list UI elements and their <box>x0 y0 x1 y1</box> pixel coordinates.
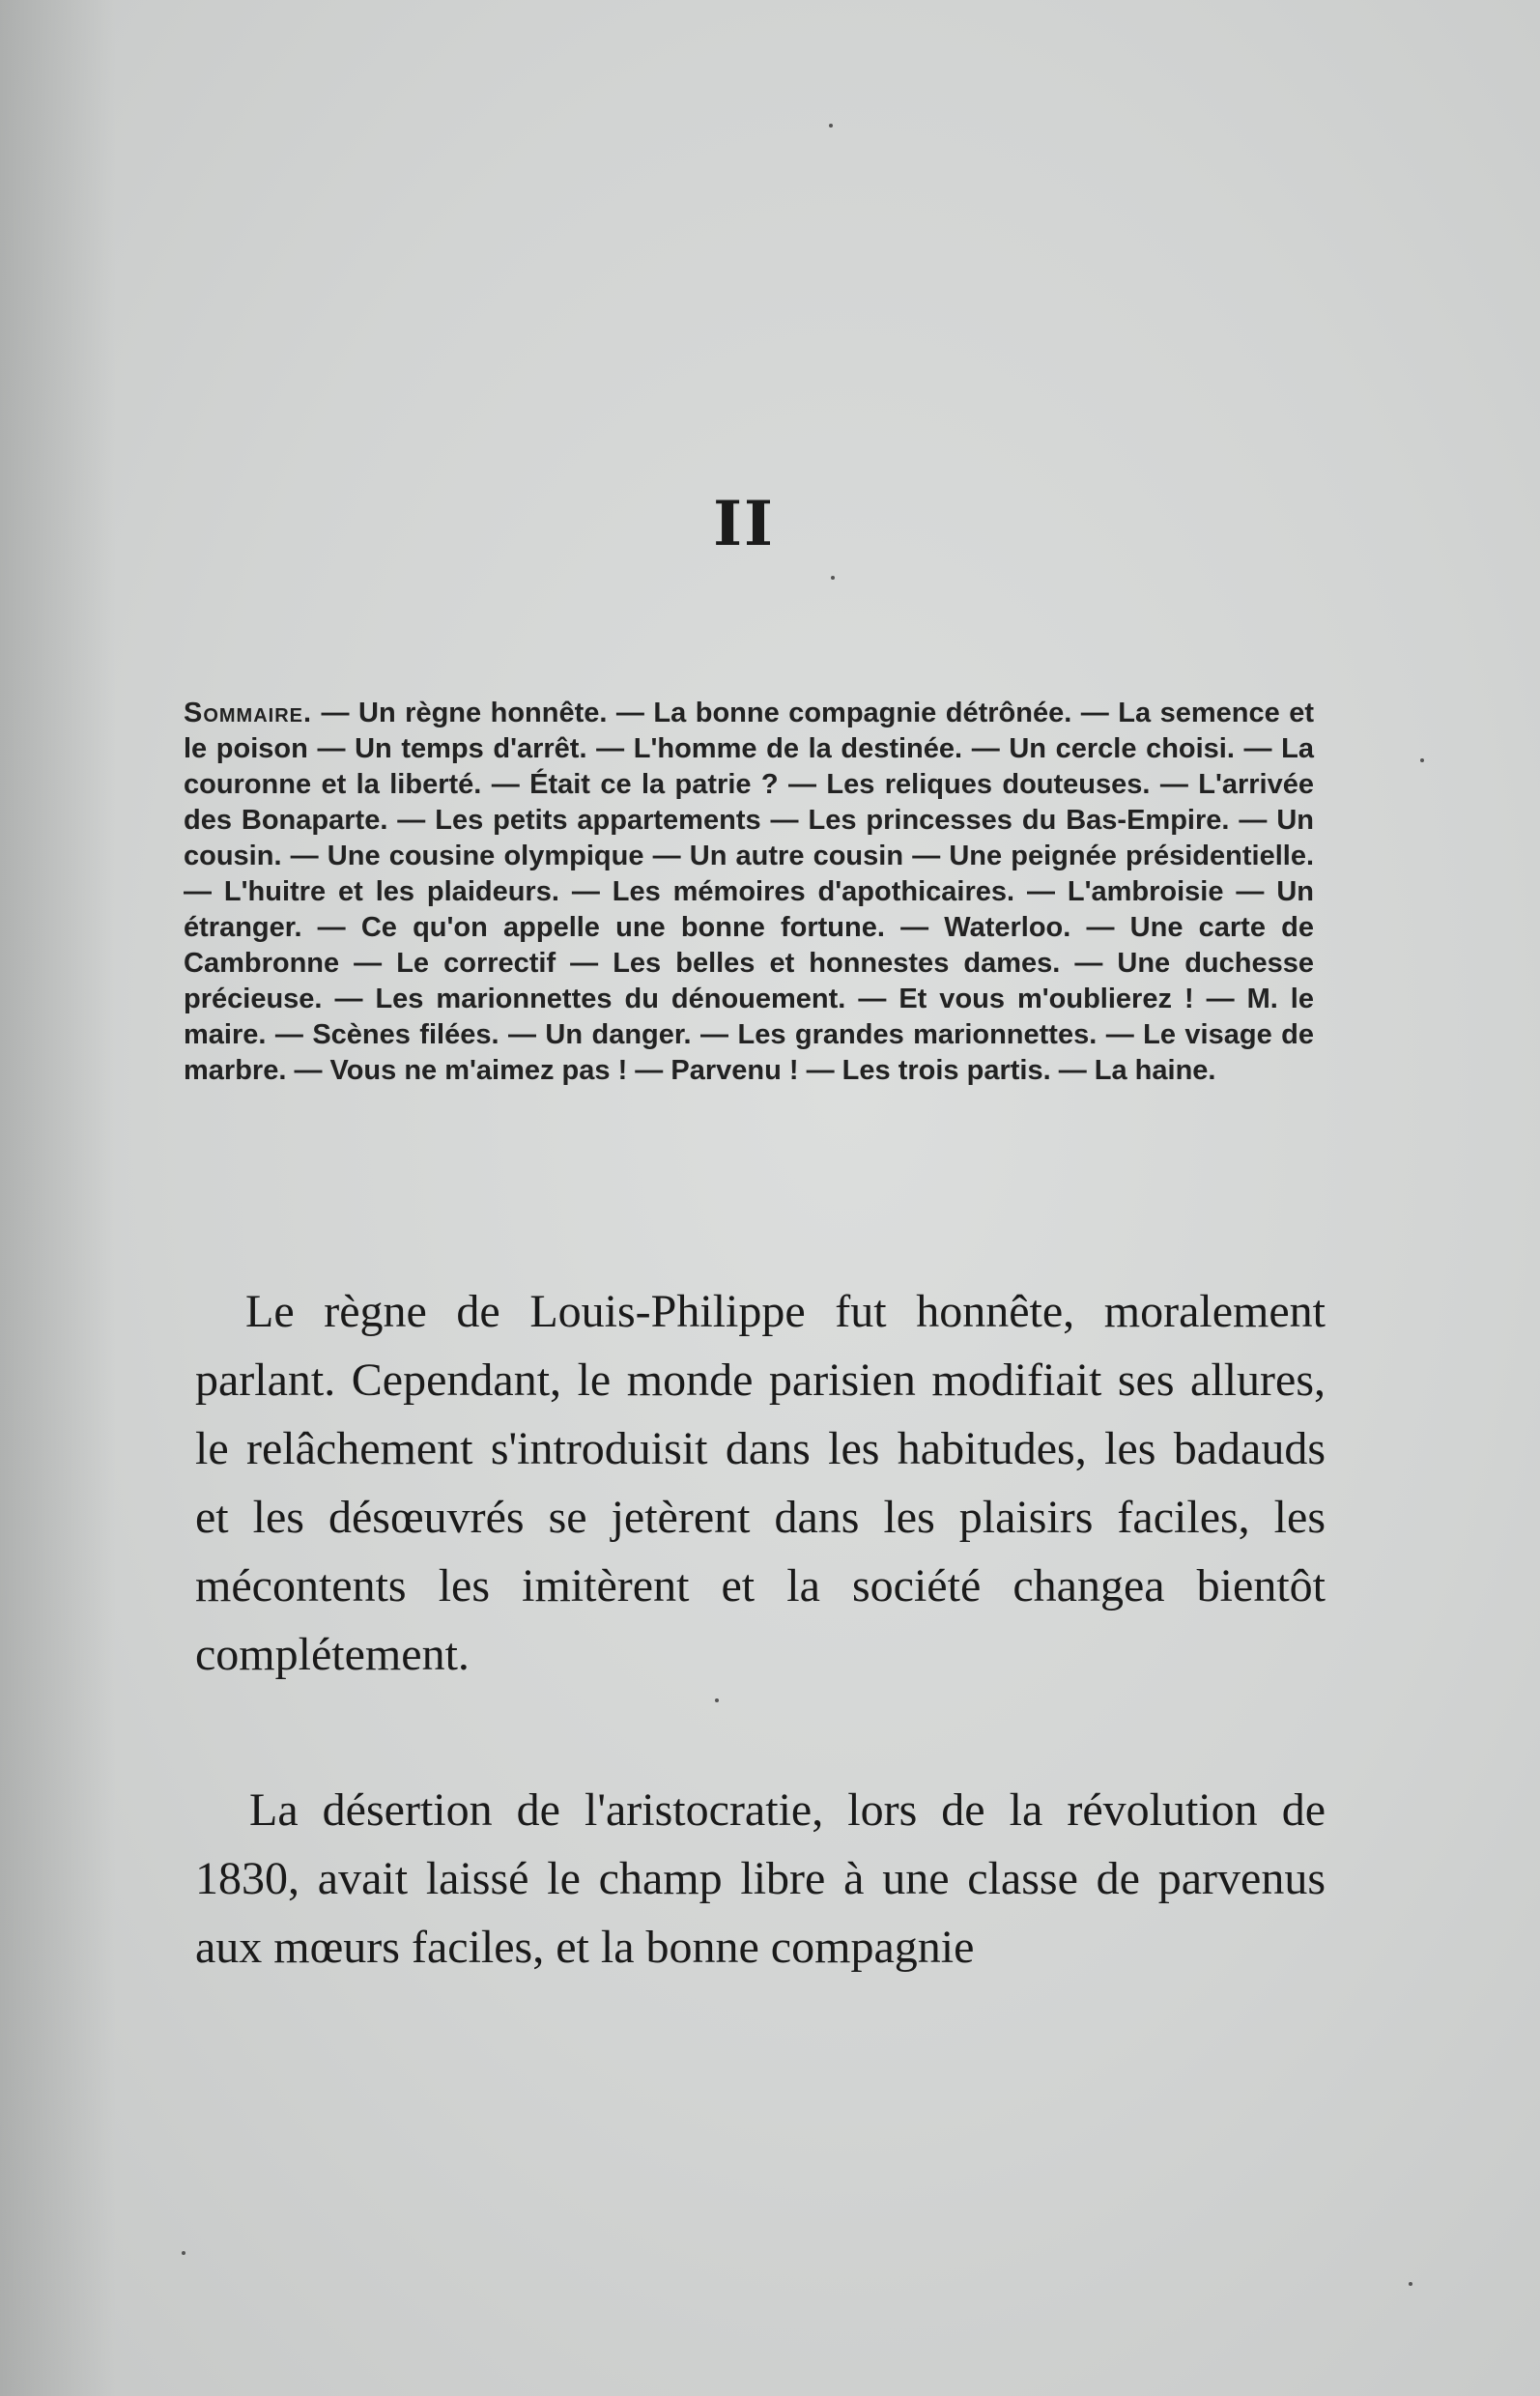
paper-speck <box>831 576 835 580</box>
summary-item: La semence et le poison <box>184 698 1315 764</box>
summary-item: Les petits appartements <box>435 805 761 836</box>
summary-separator: — <box>1223 876 1277 907</box>
summary-item: Les marionnettes du dénouement. <box>375 984 846 1014</box>
summary-separator: — <box>1014 876 1068 907</box>
summary-item: Un cercle choisi. <box>1009 733 1235 764</box>
summary-item: La bonne compagnie détrônée. <box>653 698 1072 728</box>
chapter-number: II <box>713 488 775 560</box>
summary-item: Ce qu'on appelle une bonne fortune. <box>360 912 885 943</box>
summary-item: Un étranger. <box>184 876 1314 943</box>
summary-separator: — <box>556 948 613 979</box>
summary-item: Waterloo. <box>944 912 1071 943</box>
summary-item: Un cousin. <box>184 805 1314 871</box>
summary-separator: — <box>903 841 950 871</box>
summary-item: Un temps d'arrêt. <box>355 733 587 764</box>
paper-speck <box>1420 758 1424 762</box>
summary-separator: — <box>1229 805 1277 836</box>
summary-separator: — <box>962 733 1010 764</box>
summary-separator: — <box>1060 948 1118 979</box>
summary-item: Les reliques douteuses. <box>826 769 1151 800</box>
summary-item: M. le maire. <box>184 984 1314 1050</box>
summary-item: Était ce la patrie ? <box>529 769 779 800</box>
summary-item: Un autre cousin <box>689 841 904 871</box>
summary-separator: — <box>798 1055 842 1086</box>
summary-separator: — <box>1150 769 1199 800</box>
body-paragraph-2: La désertion de l'aristocratie, lors de la révolution de 1830, avait laissé le champ libre à une classe de parvenus aux mœurs faciles, et la bonne compagnie <box>195 1784 1326 1973</box>
summary-separator: — <box>307 733 356 764</box>
summary-item: Parvenu ! <box>670 1055 799 1086</box>
summary-separator: — <box>586 733 634 764</box>
paper-speck <box>715 1698 719 1702</box>
summary-item: Les mémoires d'apothicaires. <box>612 876 1015 907</box>
summary-separator: — <box>322 984 376 1014</box>
summary-item: Un règne honnête. <box>358 698 608 728</box>
summary-item: Les trois partis. <box>841 1055 1051 1086</box>
chapter-summary <box>184 696 1314 1089</box>
summary-item: Une peignée présidentielle. <box>949 841 1315 871</box>
summary-items <box>184 698 1314 1086</box>
summary-separator: — <box>1071 698 1119 728</box>
summary-separator: — <box>339 948 397 979</box>
summary-separator: — <box>286 1055 330 1086</box>
summary-separator: — <box>1234 733 1282 764</box>
summary-item: Les princesses du Bas-Empire. <box>808 805 1230 836</box>
summary-item: Une duchesse précieuse. <box>184 948 1314 1014</box>
summary-separator: — <box>691 1019 738 1050</box>
paper-speck <box>829 124 833 128</box>
summary-separator: — <box>760 805 809 836</box>
summary-separator: — <box>845 984 899 1014</box>
summary-item: Le visage de marbre. <box>184 1019 1314 1086</box>
summary-separator: — <box>1097 1019 1144 1050</box>
summary-item: Une carte de Cambronne <box>184 912 1314 979</box>
summary-separator: — <box>184 876 224 907</box>
summary-separator: — <box>281 841 328 871</box>
summary-item: La couronne et la liberté. <box>184 733 1314 800</box>
summary-separator: — <box>1050 1055 1095 1086</box>
summary-item: Le correctif <box>396 948 556 979</box>
summary-item: L'huitre et les plaideurs. <box>223 876 559 907</box>
summary-separator: — <box>301 912 361 943</box>
summary-separator: — <box>558 876 613 907</box>
summary-separator: — <box>499 1019 546 1050</box>
summary-item: L'homme de la destinée. <box>633 733 963 764</box>
summary-separator: — <box>266 1019 313 1050</box>
summary-separator: — <box>643 841 690 871</box>
summary-item: L'ambroisie <box>1067 876 1224 907</box>
summary-separator: — <box>481 769 530 800</box>
summary-item: Les belles et honnestes dames. <box>613 948 1061 979</box>
summary-item: Un danger. <box>545 1019 692 1050</box>
summary-separator: — <box>884 912 945 943</box>
summary-separator: — <box>1193 984 1247 1014</box>
summary-separator: — <box>312 698 359 728</box>
summary-item: Scènes filées. <box>312 1019 499 1050</box>
summary-lead: Sommaire. <box>184 698 313 728</box>
page-edge-shadow <box>0 0 116 2396</box>
summary-item: L'arrivée des Bonaparte. <box>184 769 1314 836</box>
body-paragraph-1: Le règne de Louis-Philippe fut honnête, moralement parlant. Cependant, le monde parisien modifiait ses allures, le relâchement s'introduisit dans les habitudes, les badauds et les désœuvrés se jetèrent dans les plaisirs faciles, les mécontents les imitèrent et la société changea bientôt complétement. <box>195 1286 1326 1680</box>
paper-speck <box>182 2251 185 2255</box>
paper-speck <box>1409 2282 1412 2286</box>
summary-separator: — <box>1070 912 1130 943</box>
summary-item: Une cousine olympique <box>327 841 644 871</box>
summary-separator: — <box>387 805 436 836</box>
summary-separator: — <box>607 698 654 728</box>
summary-item: Les grandes marionnettes. <box>737 1019 1098 1050</box>
summary-item: Vous ne m'aimez pas ! <box>329 1055 628 1086</box>
summary-separator: — <box>778 769 827 800</box>
summary-separator: — <box>627 1055 671 1086</box>
summary-item: Et vous m'oublierez ! <box>898 984 1194 1014</box>
summary-item: La haine. <box>1094 1055 1216 1086</box>
